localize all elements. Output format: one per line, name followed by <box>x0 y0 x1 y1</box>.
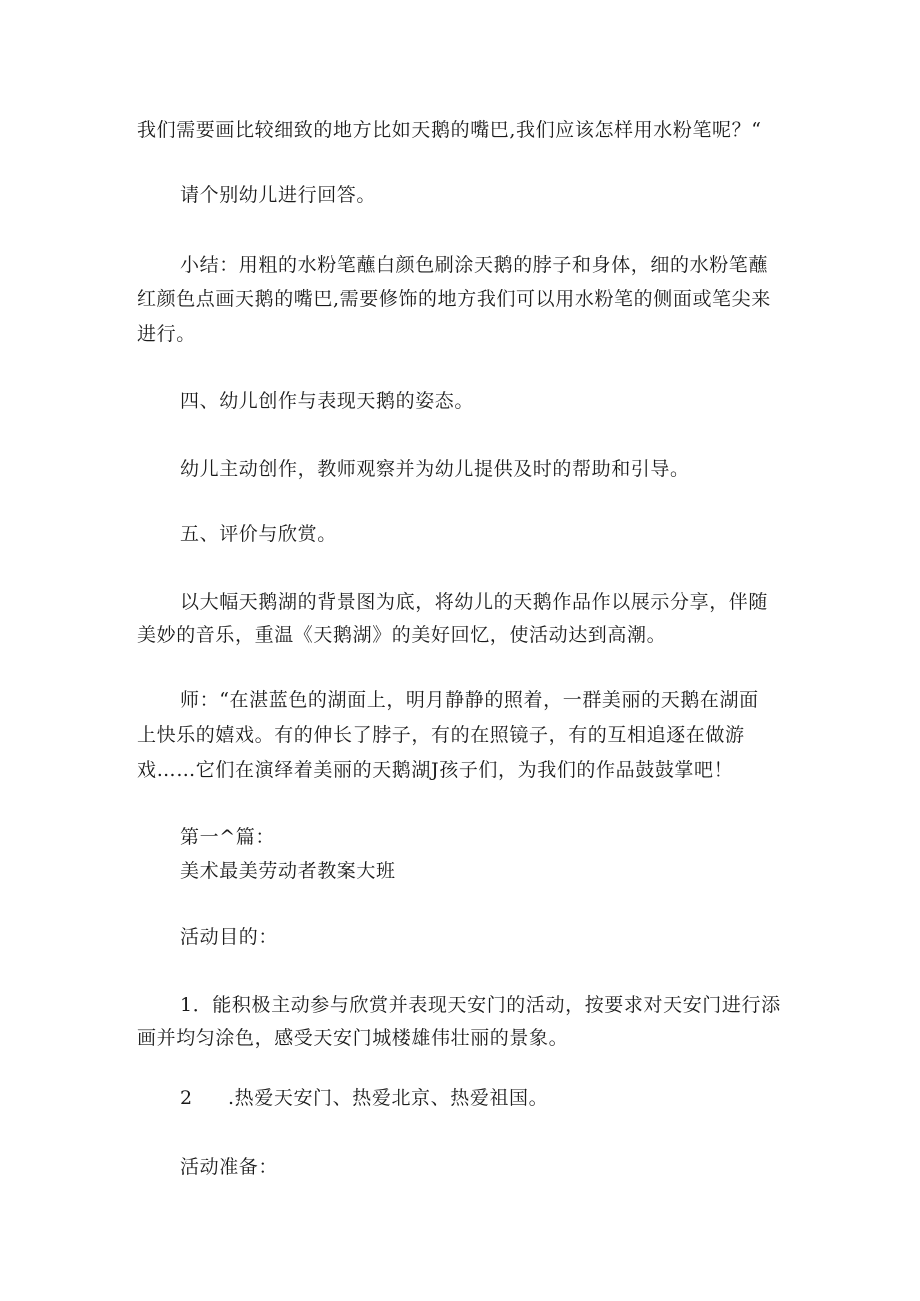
chapter-title: 美术最美劳动者教案大班 <box>180 860 396 882</box>
paragraph-line: 进行。 <box>137 323 196 345</box>
section-heading: 活动目的： <box>180 926 279 948</box>
paragraph-line: 请个别幼儿进行回答。 <box>180 184 377 206</box>
paragraph-line: 戏……它们在演绎着美丽的天鹅湖J孩子们，为我们的作品鼓鼓掌吧！ <box>137 759 734 781</box>
section-heading: 四、幼儿创作与表现天鹅的姿态。 <box>180 390 475 412</box>
section-heading: 活动准备： <box>180 1156 279 1178</box>
paragraph-line: 师：“在湛蓝色的湖面上，明月静静的照着，一群美丽的天鹅在湖面 <box>180 689 759 711</box>
paragraph-line: 美妙的音乐，重温《天鹅湖》的美好回忆，使活动达到高潮。 <box>137 624 667 646</box>
paragraph-line: 我们需要画比较细致的地方比如天鹅的嘴巴,我们应该怎样用水粉笔呢？“ <box>137 119 762 141</box>
chapter-label: 第一^篇： <box>180 826 275 848</box>
list-item: 1．能积极主动参与欣赏并表现天安门的活动，按要求对天安门进行添 <box>180 994 781 1016</box>
paragraph-line: 上快乐的嬉戏。有的伸长了脖子，有的在照镜子，有的互相追逐在做游 <box>137 724 745 746</box>
list-item-number: 2 <box>180 1087 193 1109</box>
paragraph-line: 幼儿主动创作，教师观察并为幼儿提供及时的帮助和引导。 <box>180 458 690 480</box>
section-heading: 五、评价与欣赏。 <box>180 523 337 545</box>
list-item: .热爱天安门、热爱北京、热爱祖国。 <box>228 1087 549 1109</box>
paragraph-line: 小结：用粗的水粉笔蘸白颜色刷涂天鹅的脖子和身体，细的水粉笔蘸 <box>180 254 769 276</box>
list-item-continuation: 画并均匀涂色，感受天安门城楼雄伟壮丽的景象。 <box>137 1027 569 1049</box>
paragraph-line: 红颜色点画天鹅的嘴巴,需要修饰的地方我们可以用水粉笔的侧面或笔尖来 <box>137 288 771 310</box>
paragraph-line: 以大幅天鹅湖的背景图为底，将幼儿的天鹅作品作以展示分享，伴随 <box>180 591 769 613</box>
